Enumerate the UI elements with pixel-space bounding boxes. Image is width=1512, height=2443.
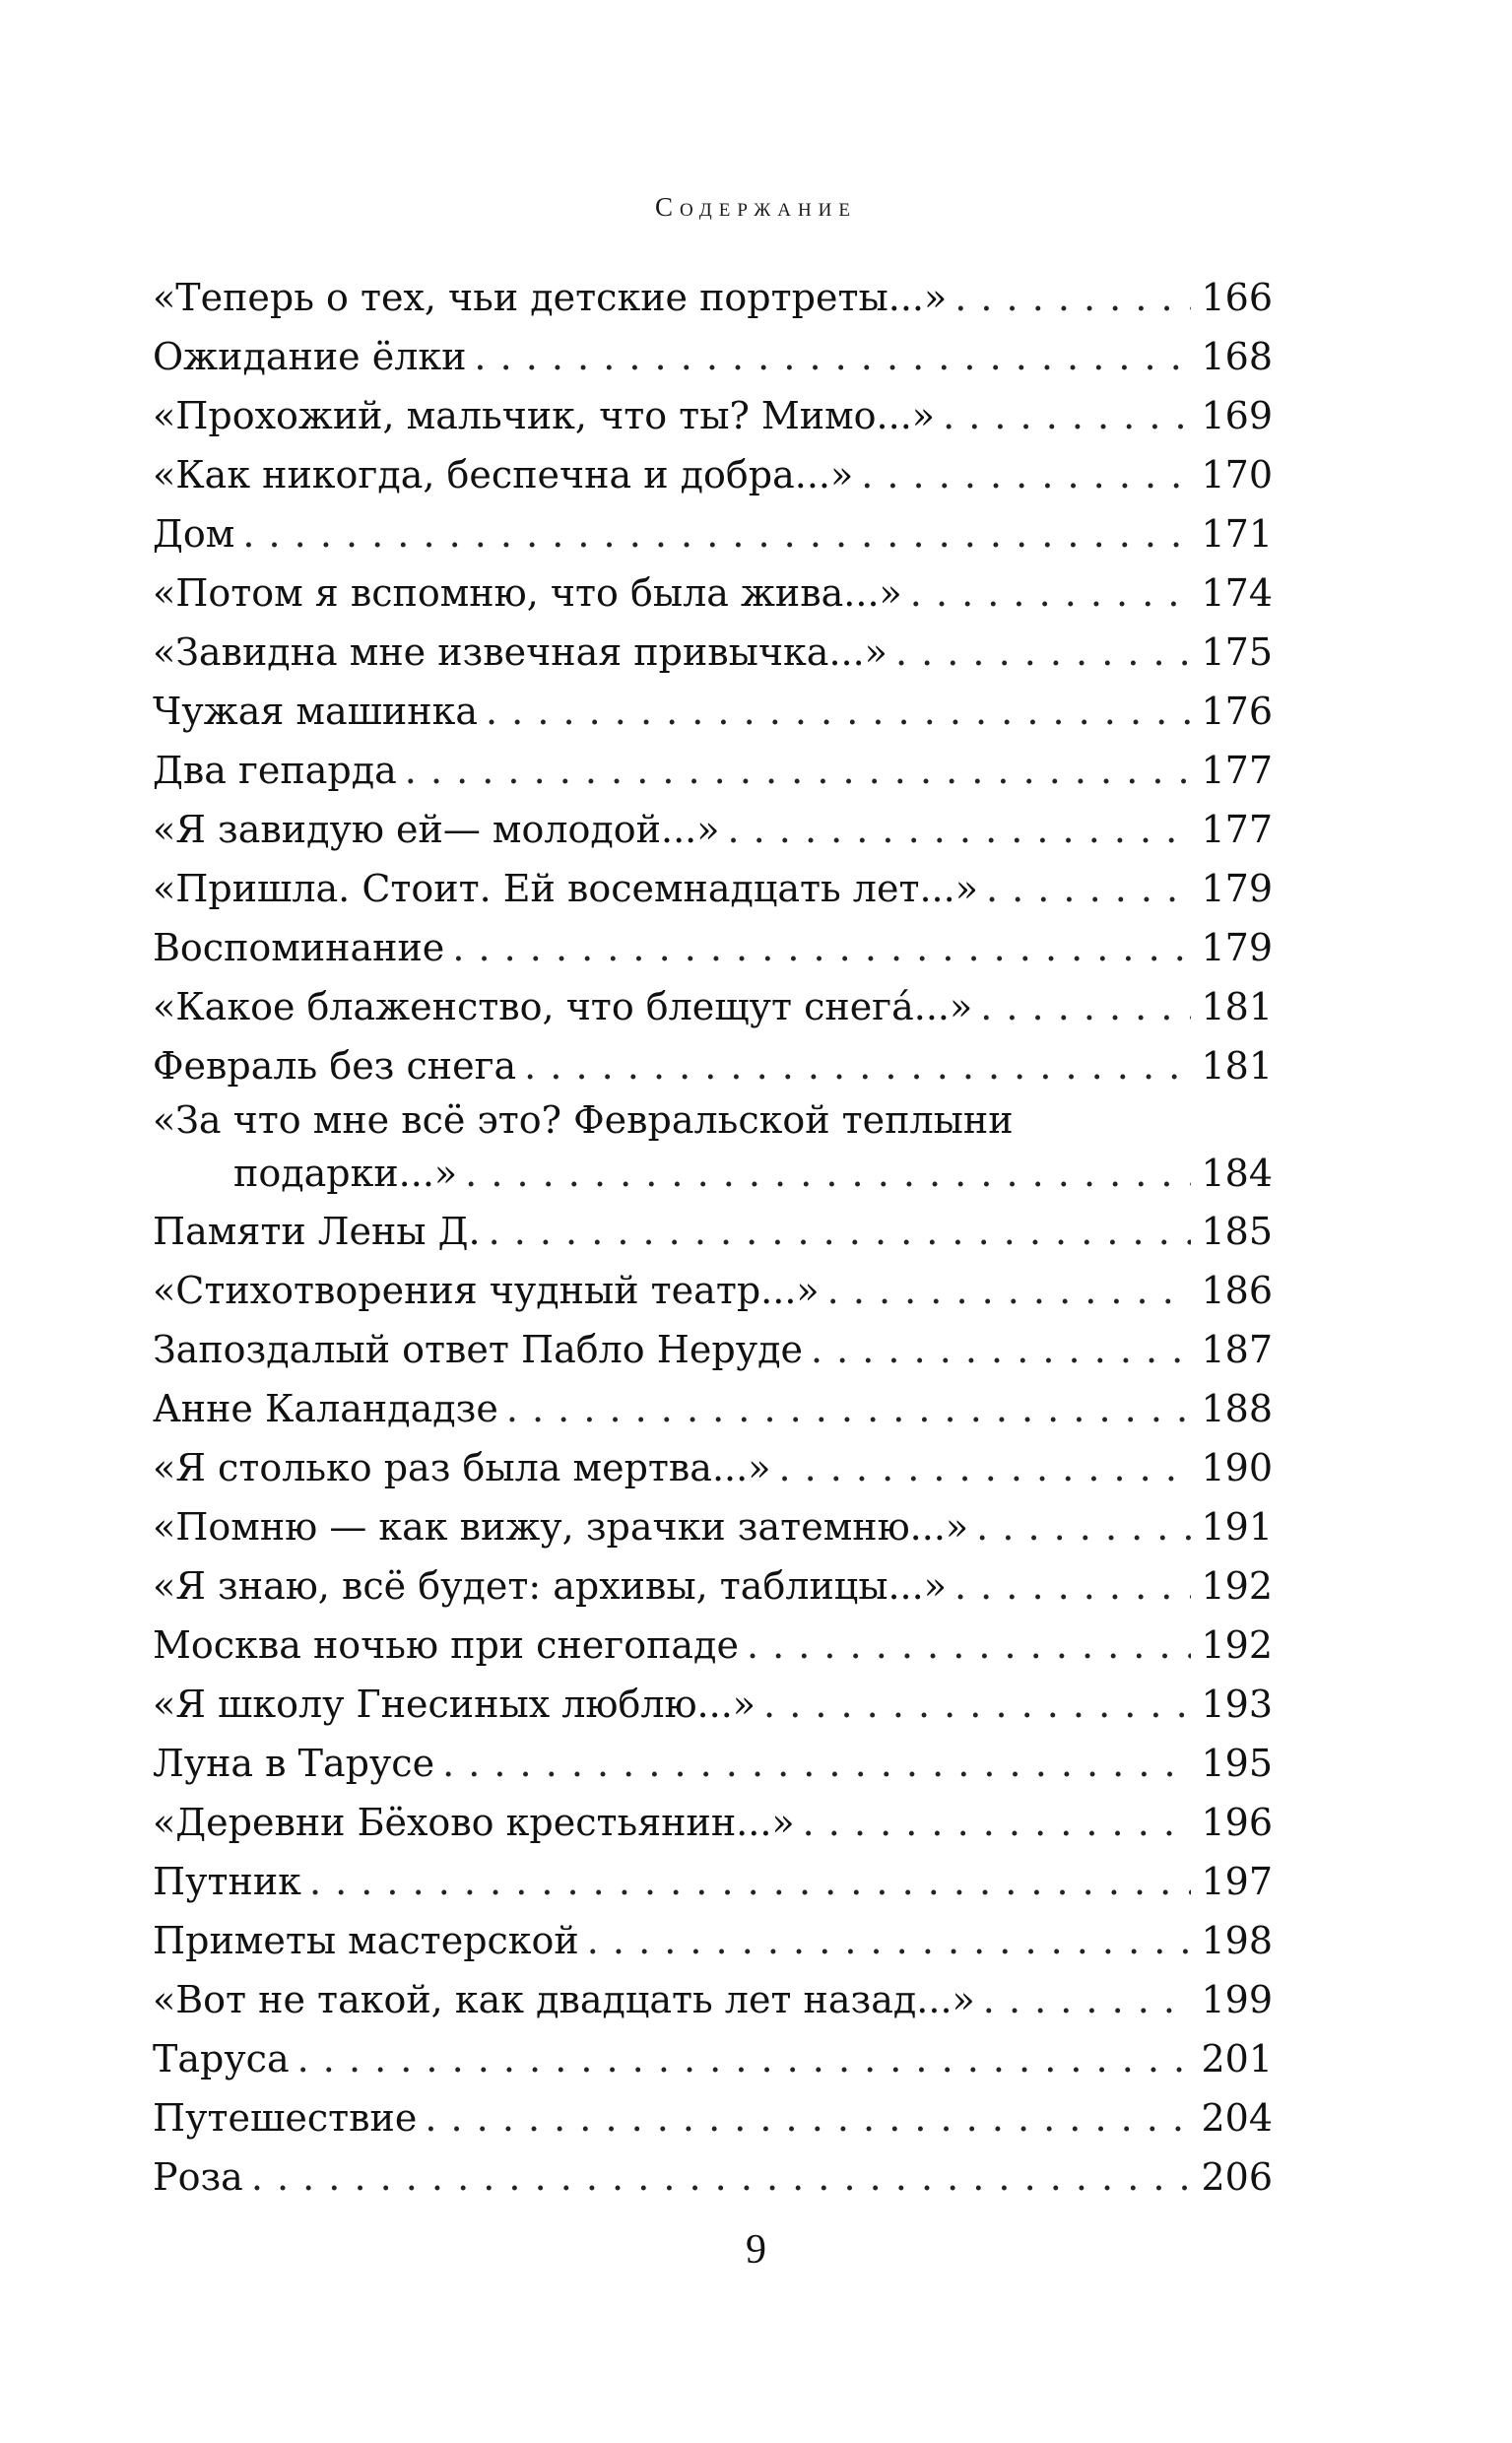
toc-entry-page: 206	[1201, 2155, 1273, 2199]
toc-entry[interactable]	[153, 1202, 1273, 1261]
toc-leader-dots	[895, 623, 1192, 682]
toc-entry-title: Анне Каландадзе	[153, 1387, 498, 1430]
toc-entry-title: Памяти Лены Д.	[153, 1210, 481, 1253]
toc-leader-dots	[827, 1261, 1192, 1320]
toc-leader-dots	[486, 682, 1191, 741]
toc-leader-dots	[986, 859, 1192, 918]
toc-entry-title: Запоздалый ответ Пабло Неруде	[153, 1328, 803, 1371]
toc-entry-page: 188	[1201, 1387, 1273, 1430]
toc-entry-page: 187	[1201, 1328, 1273, 1371]
toc-entry-title: Путник	[153, 1860, 301, 1903]
toc-entry-title: «Завидна мне извечная привычка...»	[153, 630, 887, 674]
toc-entry-title: «Пришла. Стоит. Ей восемнадцать лет...»	[153, 867, 978, 910]
toc-leader-dots	[778, 1438, 1191, 1497]
toc-entry[interactable]	[153, 1793, 1273, 1852]
toc-entry-title: «Какое блаженство, что блещут снегá...»	[153, 985, 973, 1028]
toc-entry-title: Роза	[153, 2155, 243, 2199]
toc-leader-dots	[803, 1793, 1192, 1852]
toc-entry[interactable]	[153, 327, 1273, 386]
toc-leader-dots	[727, 800, 1191, 859]
toc-entry[interactable]	[153, 1261, 1273, 1320]
toc-leader-dots	[747, 1616, 1192, 1675]
page-number: 9	[746, 2227, 766, 2273]
toc-leader-dots	[910, 563, 1192, 623]
toc-entry-title: Луна в Тарусе	[153, 1742, 435, 1785]
running-header: Содержание	[654, 192, 858, 222]
toc-entry-title: «Как никогда, беспечна и добра...»	[153, 453, 854, 496]
toc-entry-page: 193	[1201, 1683, 1273, 1726]
toc-entry-title: «Я знаю, всё будет: архивы, таблицы...»	[153, 1564, 947, 1608]
toc-leader-dots	[976, 1497, 1191, 1556]
toc-entry[interactable]	[153, 2088, 1273, 2147]
toc-entry-title: «Деревни Бёхово крестьянин...»	[153, 1801, 795, 1844]
toc-leader-dots	[465, 1145, 1191, 1202]
toc-entry-page: 177	[1201, 749, 1273, 792]
toc-entry-page: 181	[1201, 1044, 1273, 1088]
toc-entry[interactable]	[153, 800, 1273, 859]
toc-entry-page: 175	[1201, 630, 1273, 674]
toc-entry[interactable]	[153, 977, 1273, 1036]
toc-leader-dots	[489, 1202, 1192, 1261]
table-of-contents	[153, 268, 1273, 2207]
toc-entry[interactable]	[153, 268, 1273, 327]
toc-entry-title: «Потом я вспомню, что была жива...»	[153, 571, 902, 615]
toc-entry-page: 204	[1201, 2096, 1273, 2140]
toc-entry-title: Путешествие	[153, 2096, 418, 2140]
toc-entry-page: 171	[1201, 512, 1273, 556]
toc-entry[interactable]	[153, 2147, 1273, 2207]
toc-entry-title: Дом	[153, 512, 235, 556]
toc-leader-dots	[405, 741, 1192, 800]
toc-entry-page: 169	[1201, 394, 1273, 437]
toc-leader-dots	[297, 2029, 1192, 2088]
toc-entry-page: 197	[1201, 1860, 1273, 1903]
toc-entry[interactable]	[153, 1320, 1273, 1379]
toc-entry-page: 192	[1201, 1623, 1273, 1667]
toc-entry-page: 177	[1201, 808, 1273, 851]
toc-entry[interactable]	[153, 682, 1273, 741]
toc-entry[interactable]	[153, 623, 1273, 682]
toc-entry-title: Воспоминание	[153, 926, 445, 969]
toc-entry-title: «Я завидую ей— молодой...»	[153, 808, 720, 851]
toc-entry-page: 195	[1201, 1742, 1273, 1785]
toc-leader-dots	[309, 1852, 1192, 1911]
toc-entry-page: 190	[1201, 1446, 1273, 1489]
toc-entry-title: Ожидание ёлки	[153, 335, 467, 378]
toc-entry[interactable]	[153, 445, 1273, 504]
toc-entry-title: «Помню — как вижу, зрачки затемню...»	[153, 1505, 969, 1549]
toc-leader-dots	[474, 327, 1191, 386]
toc-entry-page: 174	[1201, 571, 1273, 615]
toc-entry-title: Чужая машинка	[153, 690, 478, 733]
toc-entry[interactable]	[153, 563, 1273, 623]
toc-entry-title: «Я школу Гнесиных люблю...»	[153, 1683, 756, 1726]
toc-leader-dots	[524, 1036, 1191, 1095]
toc-entry-page: 198	[1201, 1919, 1273, 1962]
toc-leader-dots	[242, 504, 1191, 563]
toc-entry[interactable]	[153, 1556, 1273, 1616]
toc-entry-title: «Я столько раз была мертва...»	[153, 1446, 771, 1489]
toc-leader-dots	[811, 1320, 1192, 1379]
toc-entry[interactable]	[153, 741, 1273, 800]
toc-entry[interactable]	[153, 1438, 1273, 1497]
toc-entry-page: 168	[1201, 335, 1273, 378]
toc-leader-dots	[943, 386, 1191, 445]
toc-entry-title-line1: «За что мне всё это? Февральской теплыни	[153, 1098, 1014, 1142]
toc-entry[interactable]	[153, 386, 1273, 445]
toc-entry[interactable]	[153, 1036, 1273, 1095]
toc-leader-dots	[954, 1556, 1192, 1616]
toc-entry-title: «Вот не такой, как двадцать лет назад...»	[153, 1978, 975, 2021]
toc-part-1	[153, 268, 1273, 1095]
toc-part-2	[153, 1202, 1273, 2207]
toc-entry[interactable]	[153, 918, 1273, 977]
toc-entry-page: 176	[1201, 690, 1273, 733]
toc-entry[interactable]	[153, 1616, 1273, 1675]
toc-leader-dots	[452, 918, 1191, 977]
toc-entry[interactable]	[153, 1911, 1273, 1970]
toc-entry-page: 186	[1201, 1269, 1273, 1312]
toc-entry-title: «Теперь о тех, чьи детские портреты...»	[153, 276, 948, 319]
toc-entry[interactable]	[153, 1675, 1273, 1734]
toc-entry-page: 192	[1201, 1564, 1273, 1608]
toc-entry-page: 196	[1201, 1801, 1273, 1844]
toc-entry-title: «Стихотворения чудный театр...»	[153, 1269, 820, 1312]
toc-entry-title: Два гепарда	[153, 749, 397, 792]
toc-entry[interactable]	[153, 1970, 1273, 2029]
toc-entry-page: 179	[1201, 867, 1273, 910]
toc-entry-page: 184	[1201, 1152, 1273, 1195]
toc-entry-title: Москва ночью при снегопаде	[153, 1623, 739, 1667]
toc-entry-title: Приметы мастерской	[153, 1919, 579, 1962]
toc-leader-dots	[861, 445, 1191, 504]
toc-entry-title: Таруса	[153, 2037, 290, 2080]
toc-entry[interactable]	[153, 859, 1273, 918]
toc-entry[interactable]	[153, 1497, 1273, 1556]
toc-entry-page: 170	[1201, 453, 1273, 496]
toc-leader-dots	[763, 1675, 1191, 1734]
toc-leader-dots	[251, 2147, 1192, 2207]
toc-entry-title: Февраль без снега	[153, 1044, 517, 1088]
toc-entry-title: «Прохожий, мальчик, что ты? Мимо...»	[153, 394, 936, 437]
toc-entry-page: 179	[1201, 926, 1273, 969]
toc-entry-page: 185	[1201, 1210, 1273, 1253]
toc-entry[interactable]	[153, 1852, 1273, 1911]
toc-leader-dots	[587, 1911, 1192, 1970]
toc-entry[interactable]	[153, 1379, 1273, 1438]
toc-entry-title-line2: подарки...»	[233, 1152, 458, 1195]
toc-entry-page: 191	[1201, 1505, 1273, 1549]
toc-leader-dots	[506, 1379, 1192, 1438]
toc-entry-line2	[153, 1145, 1273, 1202]
toc-entry-page: 166	[1201, 276, 1273, 319]
toc-leader-dots	[980, 977, 1191, 1036]
toc-entry-page: 199	[1201, 1978, 1273, 2021]
toc-entry[interactable]	[153, 1095, 1273, 1202]
toc-entry[interactable]	[153, 504, 1273, 563]
toc-entry[interactable]	[153, 1734, 1273, 1793]
toc-entry-page: 201	[1201, 2037, 1273, 2080]
toc-entry-page: 181	[1201, 985, 1273, 1028]
toc-entry[interactable]	[153, 2029, 1273, 2088]
toc-leader-dots	[425, 2088, 1191, 2147]
toc-leader-dots	[983, 1970, 1192, 2029]
toc-leader-dots	[442, 1734, 1191, 1793]
toc-leader-dots	[954, 268, 1191, 327]
